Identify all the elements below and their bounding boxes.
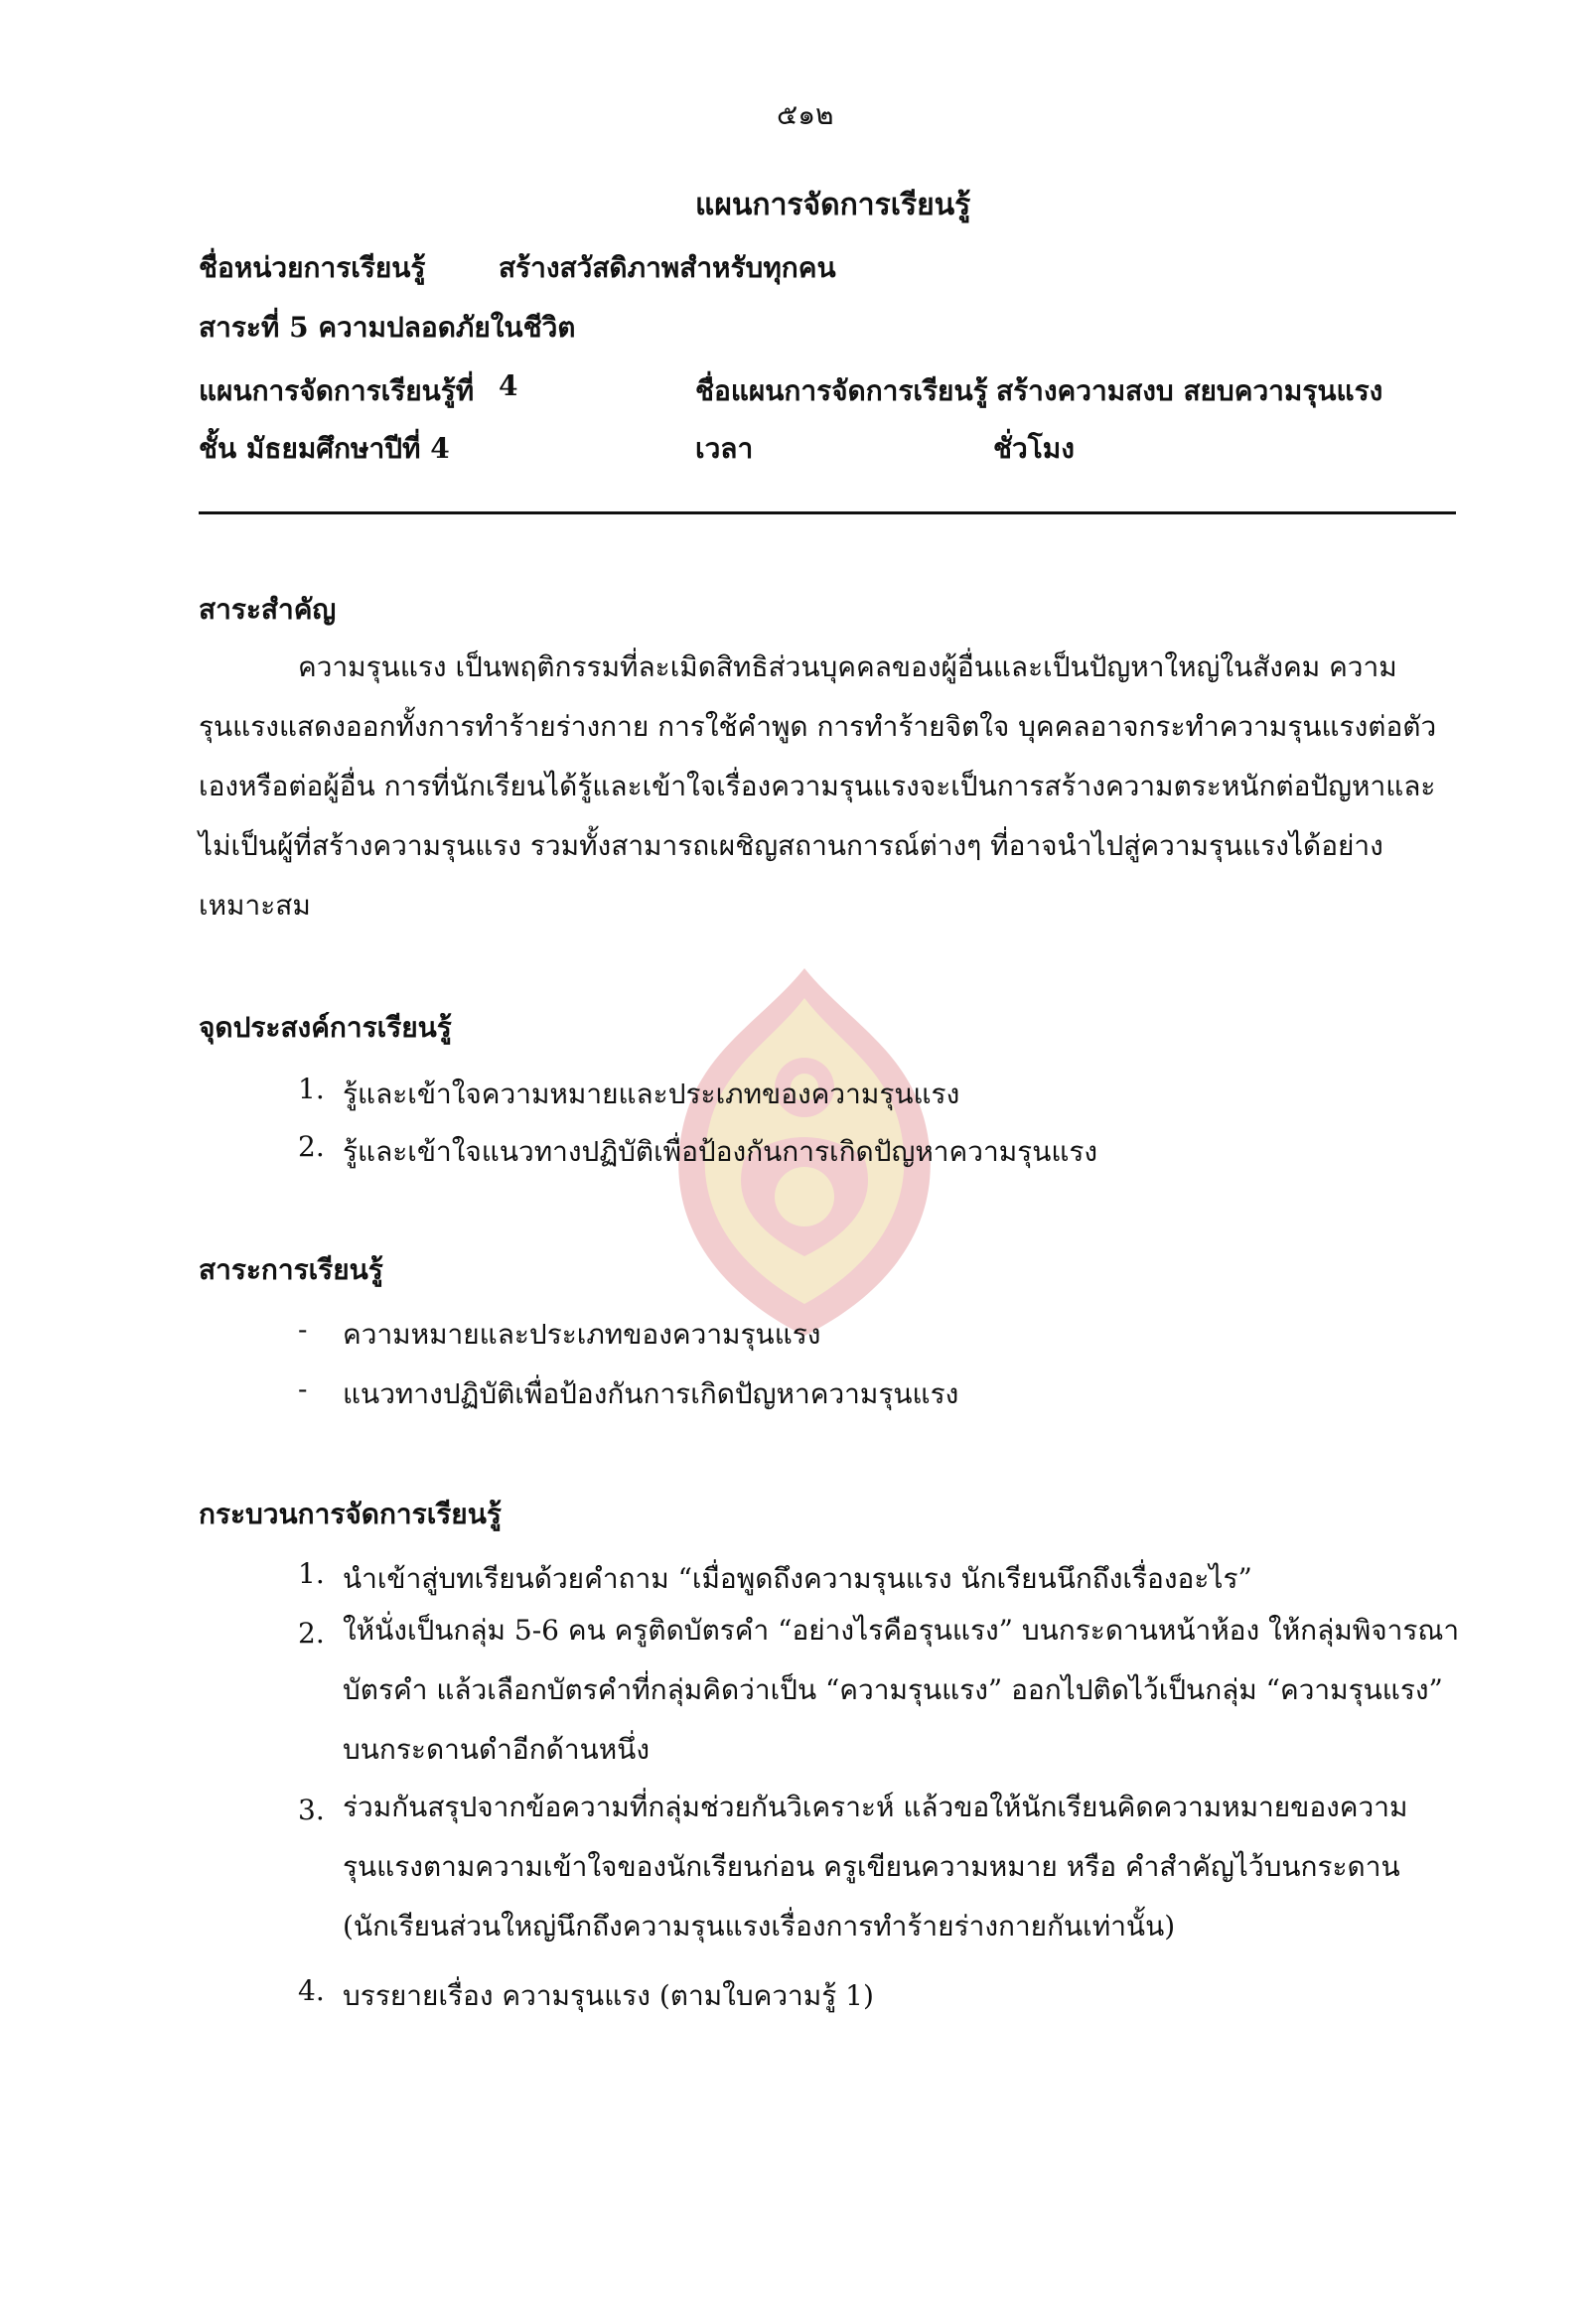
process-number: 3. xyxy=(298,1794,325,1826)
page-number: ๕๑๒ xyxy=(777,98,834,131)
objective-item: รู้และเข้าใจความหมายและประเภทของความรุนแรง xyxy=(343,1078,960,1110)
time-label: เวลา xyxy=(695,432,754,465)
unit-label: ชื่อหน่วยการเรียนรู้ xyxy=(199,251,426,284)
essence-paragraph: ความรุนแรง เป็นพฤติกรรมที่ละเมิดสิทธิส่วนบุคคลของผู้อื่นและเป็นปัญหาใหญ่ในสังคม ความรุนแรงแสดงออกทั้งการทำร้ายร่างกาย การใช้คำพูด การทำร้ายจิตใจ บุคคลอาจกระทำความรุนแรงต่อตัวเองหรือต่อผู้อื่น การที่นักเรียนได้รู้และเข้าใจเรื่องความรุนแรงจะเป็นการสร้างความตระหนักต่อปัญหาและไม่เป็นผู้ที่สร้างความรุนแรง รวมทั้งสามารถเผชิญสถานการณ์ต่างๆ ที่อาจนำไปสู่ความรุนแรงได้อย่างเหมาะสม xyxy=(199,650,1437,922)
content-bullet: - xyxy=(298,1313,308,1346)
grade-label: ชั้น มัธยมศึกษาปีที่ 4 xyxy=(199,432,450,465)
content-heading: สาระการเรียนรู้ xyxy=(199,1253,383,1286)
content-item: ความหมายและประเภทของความรุนแรง xyxy=(343,1318,821,1351)
objectives-heading: จุดประสงค์การเรียนรู้ xyxy=(199,1011,452,1044)
plan-number-value: 4 xyxy=(499,369,518,402)
process-item: นำเข้าสู่บทเรียนด้วยคำถาม “เมื่อพูดถึงความรุนแรง นักเรียนนึกถึงเรื่องอะไร” xyxy=(343,1562,1252,1595)
content-item: แนวทางปฏิบัติเพื่อป้องกันการเกิดปัญหาความรุนแรง xyxy=(343,1377,959,1410)
plan-name-label: ชื่อแผนการจัดการเรียนรู้ xyxy=(695,374,988,407)
strand-label: สาระที่ 5 ความปลอดภัยในชีวิต xyxy=(199,311,576,344)
header-divider xyxy=(199,511,1456,514)
process-item: ร่วมกันสรุปจากข้อความที่กลุ่มช่วยกันวิเคราะห์ แล้วขอให้นักเรียนคิดความหมายของความรุนแรงตามความเข้าใจของนักเรียนก่อน ครูเขียนความหมาย หรือ คำสำคัญไว้บนกระดาน (นักเรียนส่วนใหญ่นึกถึงความรุนแรงเรื่องการทำร้ายร่างกายกันเท่านั้น) xyxy=(343,1791,1408,1943)
objective-number: 1. xyxy=(298,1073,325,1105)
process-item: บรรยายเรื่อง ความรุนแรง (ตามใบความรู้ 1) xyxy=(343,1979,874,2012)
process-number: 1. xyxy=(298,1557,325,1590)
page-title: แผนการจัดการเรียนรู้ xyxy=(695,188,971,222)
process-item: ให้นั่งเป็นกลุ่ม 5-6 คน ครูติดบัตรคำ “อย่างไรคือรุนแรง” บนกระดานหน้าห้อง ให้กลุ่มพิจารณาบัตรคำ แล้วเลือกบัตรคำที่กลุ่มคิดว่าเป็น “ความรุนแรง” ออกไปติดไว้เป็นกลุ่ม “ความรุนแรง” บนกระดานดำอีกด้านหนึ่ง xyxy=(343,1614,1460,1766)
process-number: 4. xyxy=(298,1974,325,2007)
objective-item: รู้และเข้าใจแนวทางปฏิบัติเพื่อป้องกันการเกิดปัญหาความรุนแรง xyxy=(343,1135,1098,1168)
objective-number: 2. xyxy=(298,1130,325,1163)
process-heading: กระบวนการจัดการเรียนรู้ xyxy=(199,1498,502,1530)
unit-value: สร้างสวัสดิภาพสำหรับทุกคน xyxy=(499,251,836,284)
plan-number-label: แผนการจัดการเรียนรู้ที่ xyxy=(199,374,475,407)
hours-label: ชั่วโมง xyxy=(993,432,1075,465)
process-number: 2. xyxy=(298,1617,325,1650)
plan-name-value: สร้างความสงบ สยบความรุนแรง xyxy=(996,374,1383,407)
content-bullet: - xyxy=(298,1372,308,1405)
essence-heading: สาระสำคัญ xyxy=(199,593,337,626)
